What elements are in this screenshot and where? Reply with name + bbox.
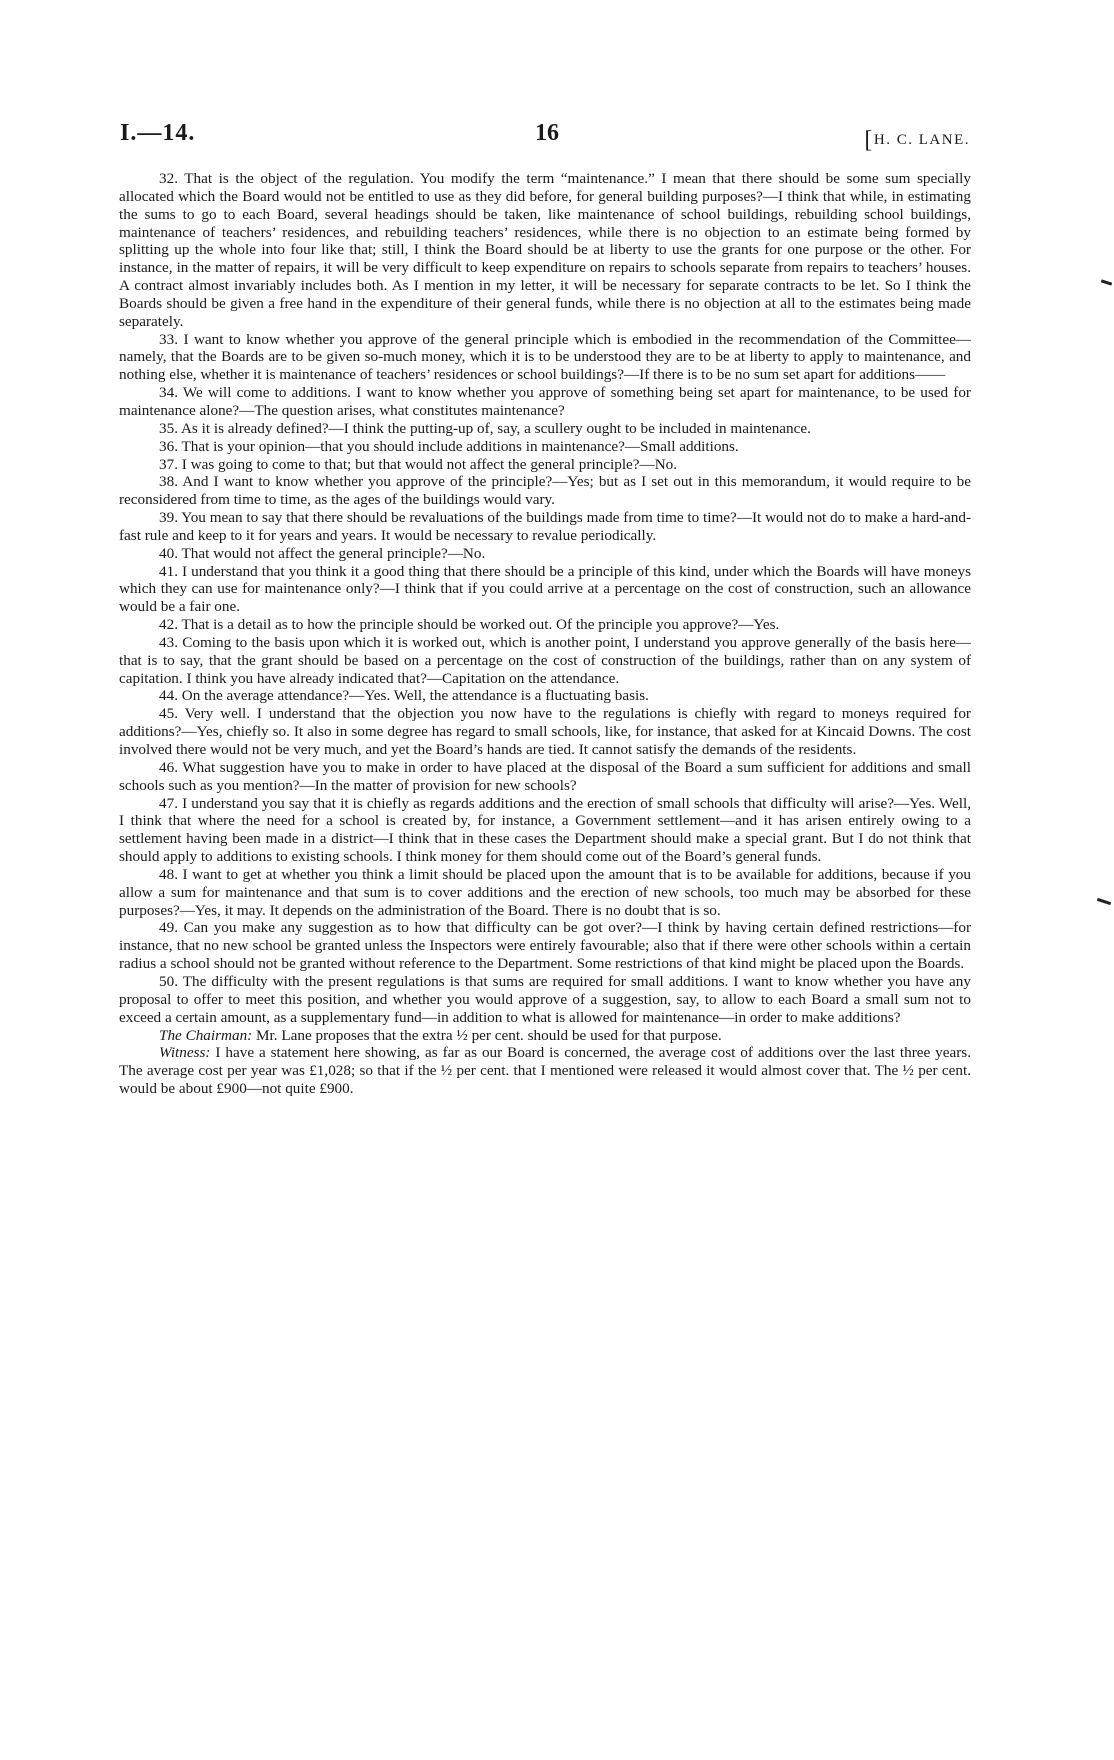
testimony-body bbox=[119, 170, 971, 1098]
question-text: And I want to know whether you approve of the principle?—Yes; but as I set out in this memorandum, it would require to be reconsidered from time to time, as the ages of the buildings would vary. bbox=[119, 473, 971, 509]
question-paragraph-50 bbox=[119, 973, 971, 1027]
question-number: 49. bbox=[159, 919, 178, 937]
question-text: That would not affect the general principle?—No. bbox=[181, 544, 486, 562]
question-paragraph-47 bbox=[119, 795, 971, 866]
question-paragraph-34 bbox=[119, 384, 971, 420]
question-paragraph-36 bbox=[119, 438, 971, 456]
question-text: I understand you say that it is chiefly as regards additions and the erection of small schools that difficulty will arise?—Yes. Well, I think that where the need for a school is created by, for instance, a Government settlement—and it has arisen entirely owing to a settlement having been made in a district—I think that in these cases the Department should make a special grant. But I do not think that should apply to additions to existing schools. I think money for them should come out of the Board’s general funds. bbox=[119, 794, 971, 866]
question-paragraph-49 bbox=[119, 919, 971, 973]
question-text: You mean to say that there should be revaluations of the buildings made from time to time?—It would not do to make a hard-and-fast rule and keep to it for years and years. It would be necessary to revalue periodically. bbox=[119, 509, 972, 544]
question-paragraph-38 bbox=[119, 473, 971, 509]
bracket-glyph: [ bbox=[864, 127, 874, 153]
question-paragraph-41 bbox=[119, 563, 971, 617]
question-number: 44. bbox=[159, 687, 178, 705]
question-text: That is a detail as to how the principle should be worked out. Of the principle you approve?—Yes. bbox=[181, 616, 780, 634]
question-paragraph-32 bbox=[119, 170, 971, 331]
question-text: The difficulty with the present regulations is that sums are required for small additions. I want to know whether you have any proposal to offer to meet this position, and whether you would approve of a suggestion, say, to allow to each Board a small sum not to exceed a certain amount, as a supplementary fund—in addition to what is allowed for maintenance—in order to make additions? bbox=[119, 972, 971, 1026]
question-text: I want to get at whether you think a limit should be placed upon the amount that is to be available for additions, because if you allow a sum for maintenance and that sum is to cover additions and the erection of new schools, too much may be absorbed for these purposes?—Yes, it may. It depends on the administration of the Board. There is no doubt that is so. bbox=[119, 865, 971, 919]
question-number: 45. bbox=[159, 705, 178, 723]
question-paragraph-46 bbox=[119, 759, 971, 795]
question-text: We will come to additions. I want to know whether you approve of something being set apart for maintenance, to be used for maintenance alone?—The question arises, what constitutes maintenance? bbox=[119, 384, 971, 419]
question-number: 50. bbox=[159, 972, 178, 990]
question-text: What suggestion have you to make in order to have placed at the disposal of the Board a sum sufficient for additions and small schools such as you mention?—In the matter of provision for new schools? bbox=[119, 758, 971, 794]
question-text: Coming to the basis upon which it is worked out, which is another point, I understand you approve generally of the basis here—that is to say, that the grant should be based on a percentage on the cost of construction of the buildings, rather than on any system of capitation. I think you have already indicated that?—Capitation on the attendance. bbox=[119, 633, 971, 687]
question-number: 47. bbox=[159, 794, 178, 812]
page-number: 16 bbox=[535, 120, 559, 146]
margin-mark-lower bbox=[1097, 898, 1111, 905]
question-number: 42. bbox=[159, 616, 178, 634]
question-number: 41. bbox=[159, 562, 178, 580]
question-number: 37. bbox=[159, 455, 178, 473]
question-number: 32. bbox=[159, 170, 178, 187]
question-paragraph-40 bbox=[119, 545, 971, 563]
chairman-text: Mr. Lane proposes that the extra ½ per cent. should be used for that purpose. bbox=[256, 1026, 722, 1044]
question-paragraph-33 bbox=[119, 331, 971, 385]
witness-label: Witness: bbox=[159, 1044, 211, 1062]
question-text: Can you make any suggestion as to how that difficulty can be got over?—I think by having certain defined restrictions—for instance, that no new school be granted unless the Inspectors were entirely favourable; also that if there were other schools within a certain radius a school should not be granted without reference to the Department. Some restrictions of that kind might be placed upon the Boards. bbox=[119, 919, 972, 973]
question-text: As it is already defined?—I think the putting-up of, say, a scullery ought to be included in maintenance. bbox=[180, 419, 811, 437]
question-number: 34. bbox=[159, 384, 178, 402]
question-paragraph-37 bbox=[119, 456, 971, 474]
question-number: 43. bbox=[159, 633, 178, 651]
question-paragraph-35 bbox=[119, 420, 971, 438]
question-paragraph-43 bbox=[119, 634, 971, 688]
witness-running-head bbox=[864, 124, 970, 151]
question-number: 36. bbox=[159, 437, 178, 455]
chairman-label: The Chairman: bbox=[159, 1026, 253, 1044]
question-text: On the average attendance?—Yes. Well, the attendance is a fluctuating basis. bbox=[181, 687, 649, 705]
question-text: That is the object of the regulation. You modify the term “maintenance.” I mean that there should be some sum specially allocated which the Board would not be entitled to use as they did before, for general building purposes?—I think that while, in estimating the sums to go to each Board, several headings should be taken, like maintenance of school buildings, rebuilding school buildings, maintenance of teachers’ residences, and rebuilding teachers’ residences, while there is no objection to an estimate being formed by splitting up the whole into four like that; still, I think the Board should be at liberty to use the grants for one purpose or the other. For instance, in the matter of repairs, it will be very difficult to keep expenditure on repairs to schools separate from repairs to teachers’ houses. A contract almost invariably includes both. As I mention in my letter, it will be necessary for separate contracts to be let. So I think the Boards should be given a free hand in the expenditure of their general funds, while there is no objection at all to the estimates being made separately. bbox=[119, 170, 972, 330]
question-number: 33. bbox=[159, 330, 178, 348]
question-text: I was going to come to that; but that would not affect the general principle?—No. bbox=[181, 455, 678, 473]
question-paragraph-44 bbox=[119, 687, 971, 705]
witness-text: I have a statement here showing, as far as our Board is concerned, the average cost of additions over the last three years. The average cost per year was £1,028; so that if the ½ per cent. that I mentioned were released it would almost cover that. The ½ per cent. would be about £900—not quite £900. bbox=[119, 1044, 972, 1098]
question-text: That is your opinion—that you should include additions in maintenance?—Small additions. bbox=[181, 437, 739, 455]
witness-statement bbox=[119, 1044, 971, 1098]
question-number: 40. bbox=[159, 544, 178, 562]
question-paragraph-39 bbox=[119, 509, 971, 545]
question-paragraph-42 bbox=[119, 616, 971, 634]
question-text: I want to know whether you approve of the general principle which is embodied in the recommendation of the Committee—namely, that the Boards are to be given so-much money, which it is to be understood they are to be at liberty to apply to maintenance, and nothing else, whether it is maintenance of teachers’ residences or school buildings?—If there is to be no sum set apart for additions—— bbox=[119, 330, 971, 384]
report-code: I.—14. bbox=[120, 120, 196, 146]
question-number: 35. bbox=[159, 419, 178, 437]
question-number: 39. bbox=[159, 509, 178, 527]
question-number: 38. bbox=[159, 473, 178, 491]
question-paragraph-45 bbox=[119, 705, 971, 759]
chairman-statement bbox=[119, 1027, 971, 1045]
question-number: 48. bbox=[159, 865, 178, 883]
question-paragraph-48 bbox=[119, 866, 971, 920]
witness-name: H. C. LANE. bbox=[873, 132, 970, 148]
margin-mark-upper bbox=[1101, 279, 1112, 285]
question-text: I understand that you think it a good thing that there should be a principle of this kind, under which the Boards will have moneys which they can use for maintenance only?—I think that if you could arrive at a percentage on the cost of construction, such an allowance would be a fair one. bbox=[119, 562, 971, 616]
page-header bbox=[120, 120, 970, 153]
question-number: 46. bbox=[159, 758, 178, 776]
question-text: Very well. I understand that the objection you now have to the regulations is chiefly with regard to moneys required for additions?—Yes, chiefly so. It also in some degree has regard to small schools, like, for instance, that asked for at Kincaid Downs. The cost involved there would not be very much, and yet the Board’s hands are tied. It cannot satisfy the demands of the residents. bbox=[119, 705, 971, 758]
